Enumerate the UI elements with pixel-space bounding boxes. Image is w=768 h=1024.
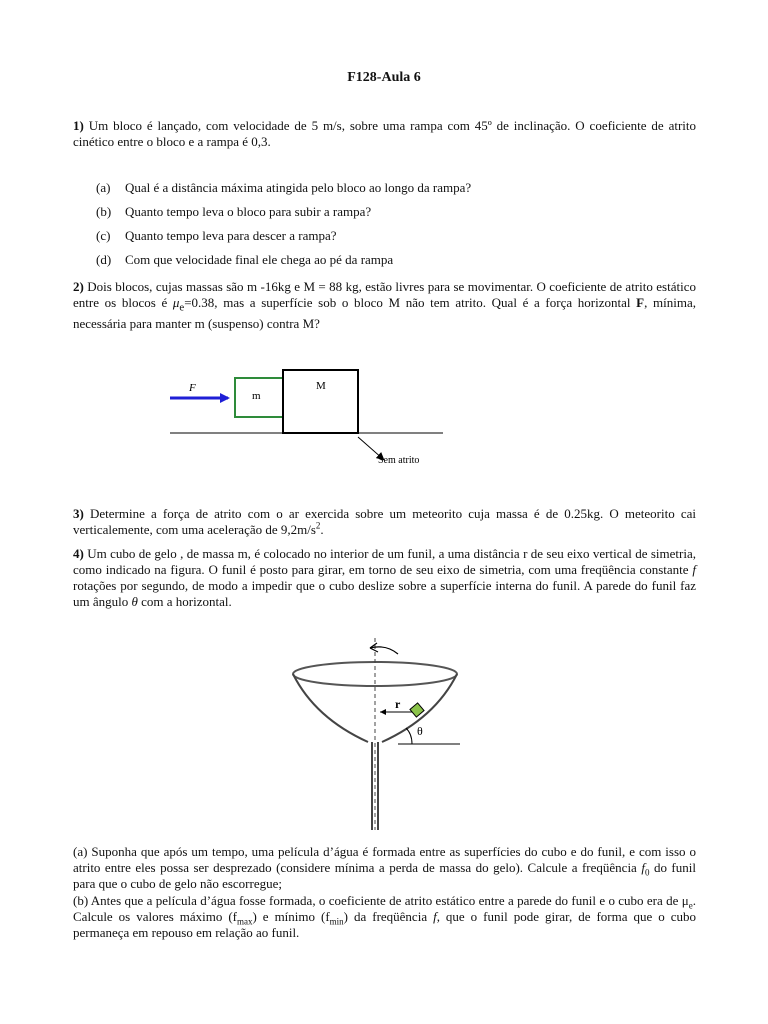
question-4a: [73, 844, 696, 892]
question-4b-text-a: (b) Antes que a película d’água fosse formada, o coeficiente de atrito estático entre a parede do funil e o cubo era de: [73, 893, 682, 908]
question-4-number: 4): [73, 546, 84, 561]
mu-subscript: e: [688, 900, 693, 911]
min-subscript: min: [329, 916, 344, 927]
item-letter: (d): [96, 252, 112, 267]
item-text: Qual é a distância máxima atingida pelo bloco ao longo da rampa?: [125, 180, 472, 195]
big-block-label: M: [316, 380, 326, 392]
radius-label: r: [395, 697, 401, 711]
question-3-text-a: Determine a força de atrito com o ar exercida sobre um meteorito cuja massa é de 0.25kg. O meteorito cai verticalemente, com uma aceleração de 9,2m/s: [73, 506, 696, 537]
question-4b-text-d: ) da freqüência: [343, 909, 434, 924]
item-letter: (a): [96, 180, 111, 195]
question-4-text-b: rotações por segundo, de modo a impedir que o cubo deslize sobre a superfície interna do funil. A parede do funil faz um ângulo: [73, 578, 696, 609]
theta-label: θ: [417, 724, 423, 738]
radius-arrow-head: [380, 709, 386, 715]
question-4b-text-b: . Calcule os valores máximo (f: [73, 893, 696, 924]
question-3-number: 3): [73, 506, 84, 521]
question-3-text-b: .: [320, 522, 324, 537]
force-symbol: F: [636, 295, 645, 310]
question-2-text-a: Dois blocos, cujas massas são m -16kg e M = 88 kg, estão livres para se movimentar. O coeficiente de atrito estático entre os blocos é: [73, 279, 696, 310]
ice-cube: [410, 703, 424, 717]
force-label: F: [189, 382, 196, 394]
frequency-symbol: f: [641, 860, 645, 875]
frequency-subscript: 0: [644, 867, 650, 878]
question-2-text-b: =0.38, mas a superfície sob o bloco M não tem atrito. Qual é a força horizontal: [184, 295, 637, 310]
item-letter: (b): [96, 204, 112, 219]
frictionless-note: Sem atrito: [378, 455, 420, 466]
question-2-text-c: , mínima, necessária para manter m (suspenso) contra M?: [73, 295, 696, 331]
mu-symbol: μ: [172, 295, 180, 310]
question-4b: [73, 893, 696, 941]
question-4: [73, 546, 696, 610]
small-block-label: m: [252, 390, 261, 402]
question-1-number: 1): [73, 118, 84, 133]
frequency-symbol: f: [692, 562, 696, 577]
figure-funnel: [290, 638, 480, 833]
item-letter: (c): [96, 228, 111, 243]
question-4a-text-a: (a) Suponha que após um tempo, uma película d’água é formada entre as superfícies do cubo e do funil, e com isso o atrito entre eles possa ser desprezado (considere mínima a perda de massa do gelo). Calcule a freqüência: [73, 844, 696, 875]
question-3: [73, 506, 696, 538]
question-4a-text-b: do funil para que o cubo de gelo não escorregue;: [73, 860, 696, 891]
item-text: Quanto tempo leva o bloco para subir a rampa?: [125, 204, 372, 219]
question-4-text-c: com a horizontal.: [137, 594, 232, 609]
question-1-text: Um bloco é lançado, com velocidade de 5 m/s, sobre uma rampa com 45º de inclinação. O coeficiente de atrito cinético entre o bloco e a rampa é 0,3.: [73, 118, 696, 149]
mu-symbol: μ: [681, 893, 689, 908]
question-4b-text-c: ) e mínimo (f: [252, 909, 330, 924]
question-2-number: 2): [73, 279, 84, 294]
theta-symbol: θ: [131, 594, 138, 609]
superscript: 2: [315, 520, 321, 531]
page-title: F128-Aula 6: [347, 70, 421, 85]
mu-subscript: e: [179, 301, 185, 314]
item-text: Com que velocidade final ele chega ao pé da rampa: [125, 252, 394, 267]
item-text: Quanto tempo leva para descer a rampa?: [125, 228, 337, 243]
max-subscript: max: [237, 916, 253, 927]
angle-arc: [406, 728, 412, 744]
question-4b-text-e: , que o funil pode girar, de forma que o cubo permaneça em repouso em relação ao funil.: [73, 909, 696, 940]
frequency-symbol: f: [433, 909, 437, 924]
question-4-text-a: Um cubo de gelo , de massa m, é colocado no interior de um funil, a uma distância r de seu eixo vertical de simetria, como indicado na figura. O funil é posto para girar, em torno de seu eixo de simetria, com uma freqüência constante: [73, 546, 696, 577]
